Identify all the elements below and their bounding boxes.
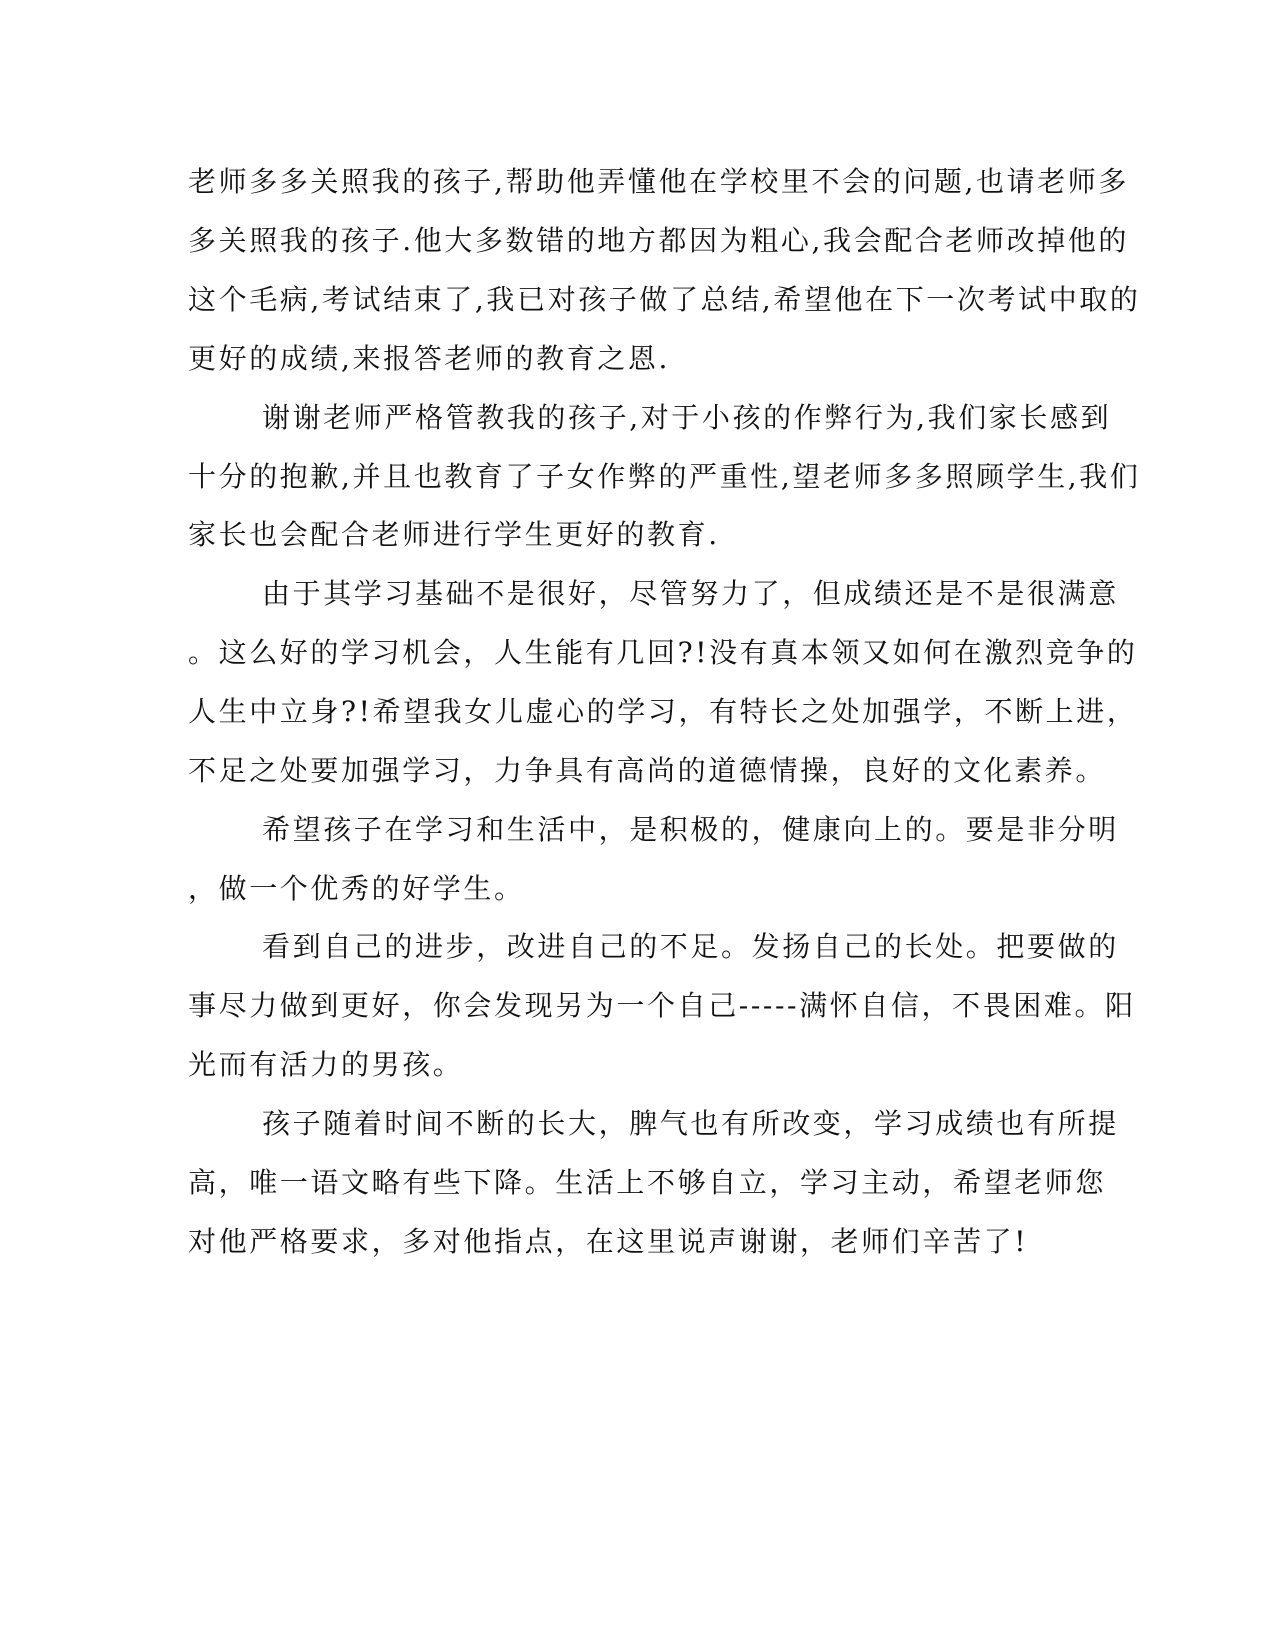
text-line: 不足之处要加强学习，力争具有高尚的道德情操，良好的文化素养。 (188, 754, 1107, 787)
paragraph-first-line: 谢谢老师严格管教我的孩子,对于小孩的作弊行为,我们家长感到 (262, 401, 1112, 434)
text-line: 对他严格要求，多对他指点，在这里说声谢谢，老师们辛苦了! (188, 1225, 1029, 1258)
text-line: 这个毛病,考试结束了,我已对孩子做了总结,希望他在下一次考试中取的 (188, 283, 1141, 316)
text-line: 高，唯一语文略有些下降。生活上不够自立，学习主动，希望老师您 (188, 1166, 1107, 1199)
text-line: 事尽力做到更好，你会发现另为一个自己-----满怀自信，不畏困难。阳 (188, 989, 1136, 1022)
text-line: 更好的成绩,来报答老师的教育之恩. (188, 342, 671, 375)
paragraph-first-line: 由于其学习基础不是很好，尽管努力了，但成绩还是不是很满意 (262, 577, 1119, 610)
text-line: 老师多多关照我的孩子,帮助他弄懂他在学校里不会的问题,也请老师多 (188, 165, 1130, 198)
text-line: ，做一个优秀的好学生。 (188, 872, 525, 905)
paragraph-first-line: 孩子随着时间不断的长大，脾气也有所改变，学习成绩也有所提 (262, 1107, 1119, 1140)
paragraph-first-line: 看到自己的进步，改进自己的不足。发扬自己的长处。把要做的 (262, 930, 1119, 963)
text-line: 多关照我的孩子.他大多数错的地方都因为粗心,我会配合老师改掉他的 (188, 224, 1130, 257)
text-line: 光而有活力的男孩。 (188, 1048, 464, 1081)
text-line: 家长也会配合老师进行学生更好的教育. (188, 518, 720, 551)
text-line: 人生中立身?!希望我女儿虚心的学习，有特长之处加强学，不断上进， (188, 695, 1138, 728)
paragraph-first-line: 希望孩子在学习和生活中，是积极的，健康向上的。要是非分明 (262, 813, 1119, 846)
text-line: 。这么好的学习机会，人生能有几回?!没有真本领又如何在激烈竞争的 (188, 636, 1138, 669)
text-line: 十分的抱歉,并且也教育了子女作弊的严重性,望老师多多照顾学生,我们 (188, 460, 1141, 493)
